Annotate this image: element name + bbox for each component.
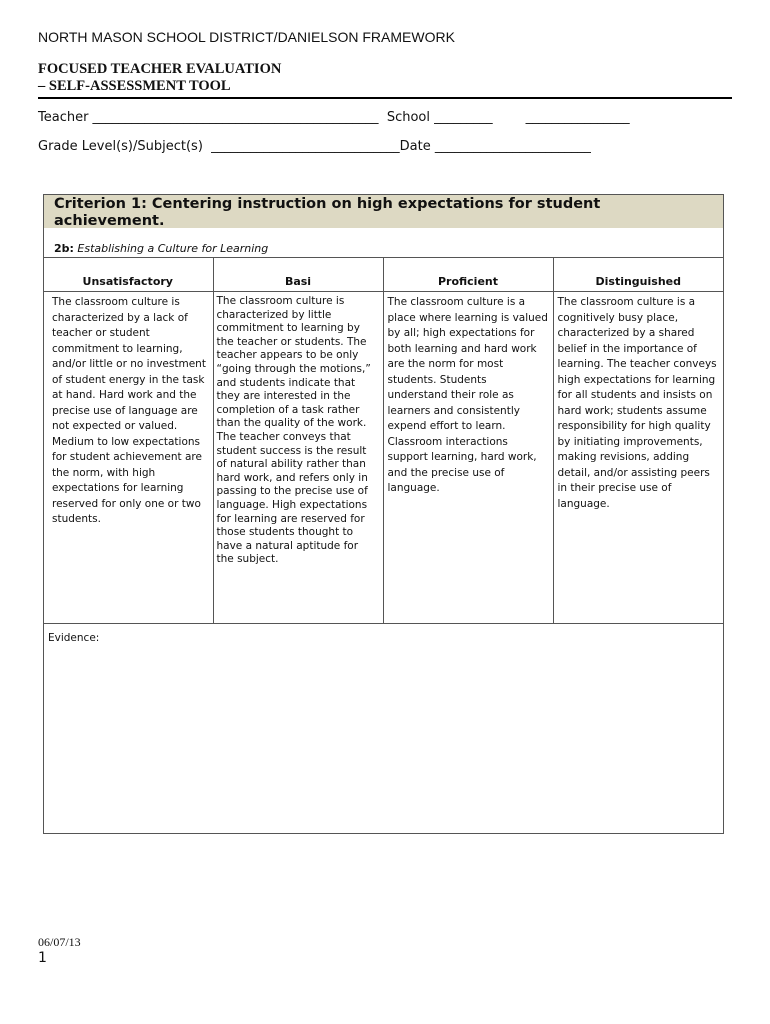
subcriterion bbox=[44, 228, 723, 257]
header-distinguished: Distinguished bbox=[553, 258, 723, 292]
criterion-title: Criterion 1: Centering instruction on high expectations for student achievement. bbox=[44, 195, 723, 228]
description-basic: The classroom culture is characterized by little commitment to learning by the teacher or students. The teacher appears to be only “going through the motions,” and students indicate that they are interested in the completion of a task rather than the quality of the work. The teacher conveys that student success is the result of natural ability rather than hard work, and refers only in passing to the precise use of language. High expectations for learning are reserved for those students thought to have a natural aptitude for the subject. bbox=[213, 292, 383, 624]
performance-levels-table bbox=[43, 257, 723, 624]
grade-date-line: Grade Level(s)/Subject(s) _____________________________Date ________________________ bbox=[38, 139, 591, 154]
description-proficient: The classroom culture is a place where learning is valued by all; high expectations for both learning and hard work are the norm for most students. Students understand their role as learners and consistently expend effort to learn. Classroom interactions support learning, hard work, and the precise use of language. bbox=[383, 292, 553, 624]
subcriterion-title: Establishing a Culture for Learning bbox=[73, 242, 269, 255]
description-unsatisfactory: The classroom culture is characterized by a lack of teacher or student commitment to learning, and/or little or no investment of student energy in the task at hand. Hard work and the precise use of language are not expected or valued. Medium to low expectations for student achievement are the norm, with high expectations for learning reserved for only one or two students. bbox=[43, 292, 213, 624]
teacher-school-line: Teacher ____________________________________________ School _________ ________________ bbox=[38, 110, 630, 125]
levels-header-row bbox=[43, 258, 723, 292]
title-line-1: FOCUSED TEACHER EVALUATION bbox=[38, 61, 282, 77]
footer-date: 06/07/13 bbox=[38, 935, 81, 949]
criterion-box bbox=[43, 194, 724, 834]
evidence-field[interactable] bbox=[44, 624, 723, 644]
header-basic: Basi bbox=[213, 258, 383, 292]
title-line-2: – SELF-ASSESSMENT TOOL bbox=[38, 78, 231, 94]
document-title bbox=[38, 61, 732, 99]
header-unsatisfactory: Unsatisfactory bbox=[43, 258, 213, 292]
page-number: 1 bbox=[38, 950, 47, 966]
subcriterion-code: 2b: bbox=[54, 242, 74, 255]
header-proficient: Proficient bbox=[383, 258, 553, 292]
levels-description-row bbox=[43, 292, 723, 624]
district-header: NORTH MASON SCHOOL DISTRICT/DANIELSON FRAMEWORK bbox=[38, 29, 455, 45]
evidence-label: Evidence: bbox=[48, 632, 100, 644]
description-distinguished: The classroom culture is a cognitively busy place, characterized by a shared belief in the importance of learning. The teacher conveys high expectations for learning for all students and insists on hard work; students assume responsibility for high quality by initiating improvements, making revisions, adding detail, and/or assisting peers in their precise use of language. bbox=[553, 292, 723, 624]
